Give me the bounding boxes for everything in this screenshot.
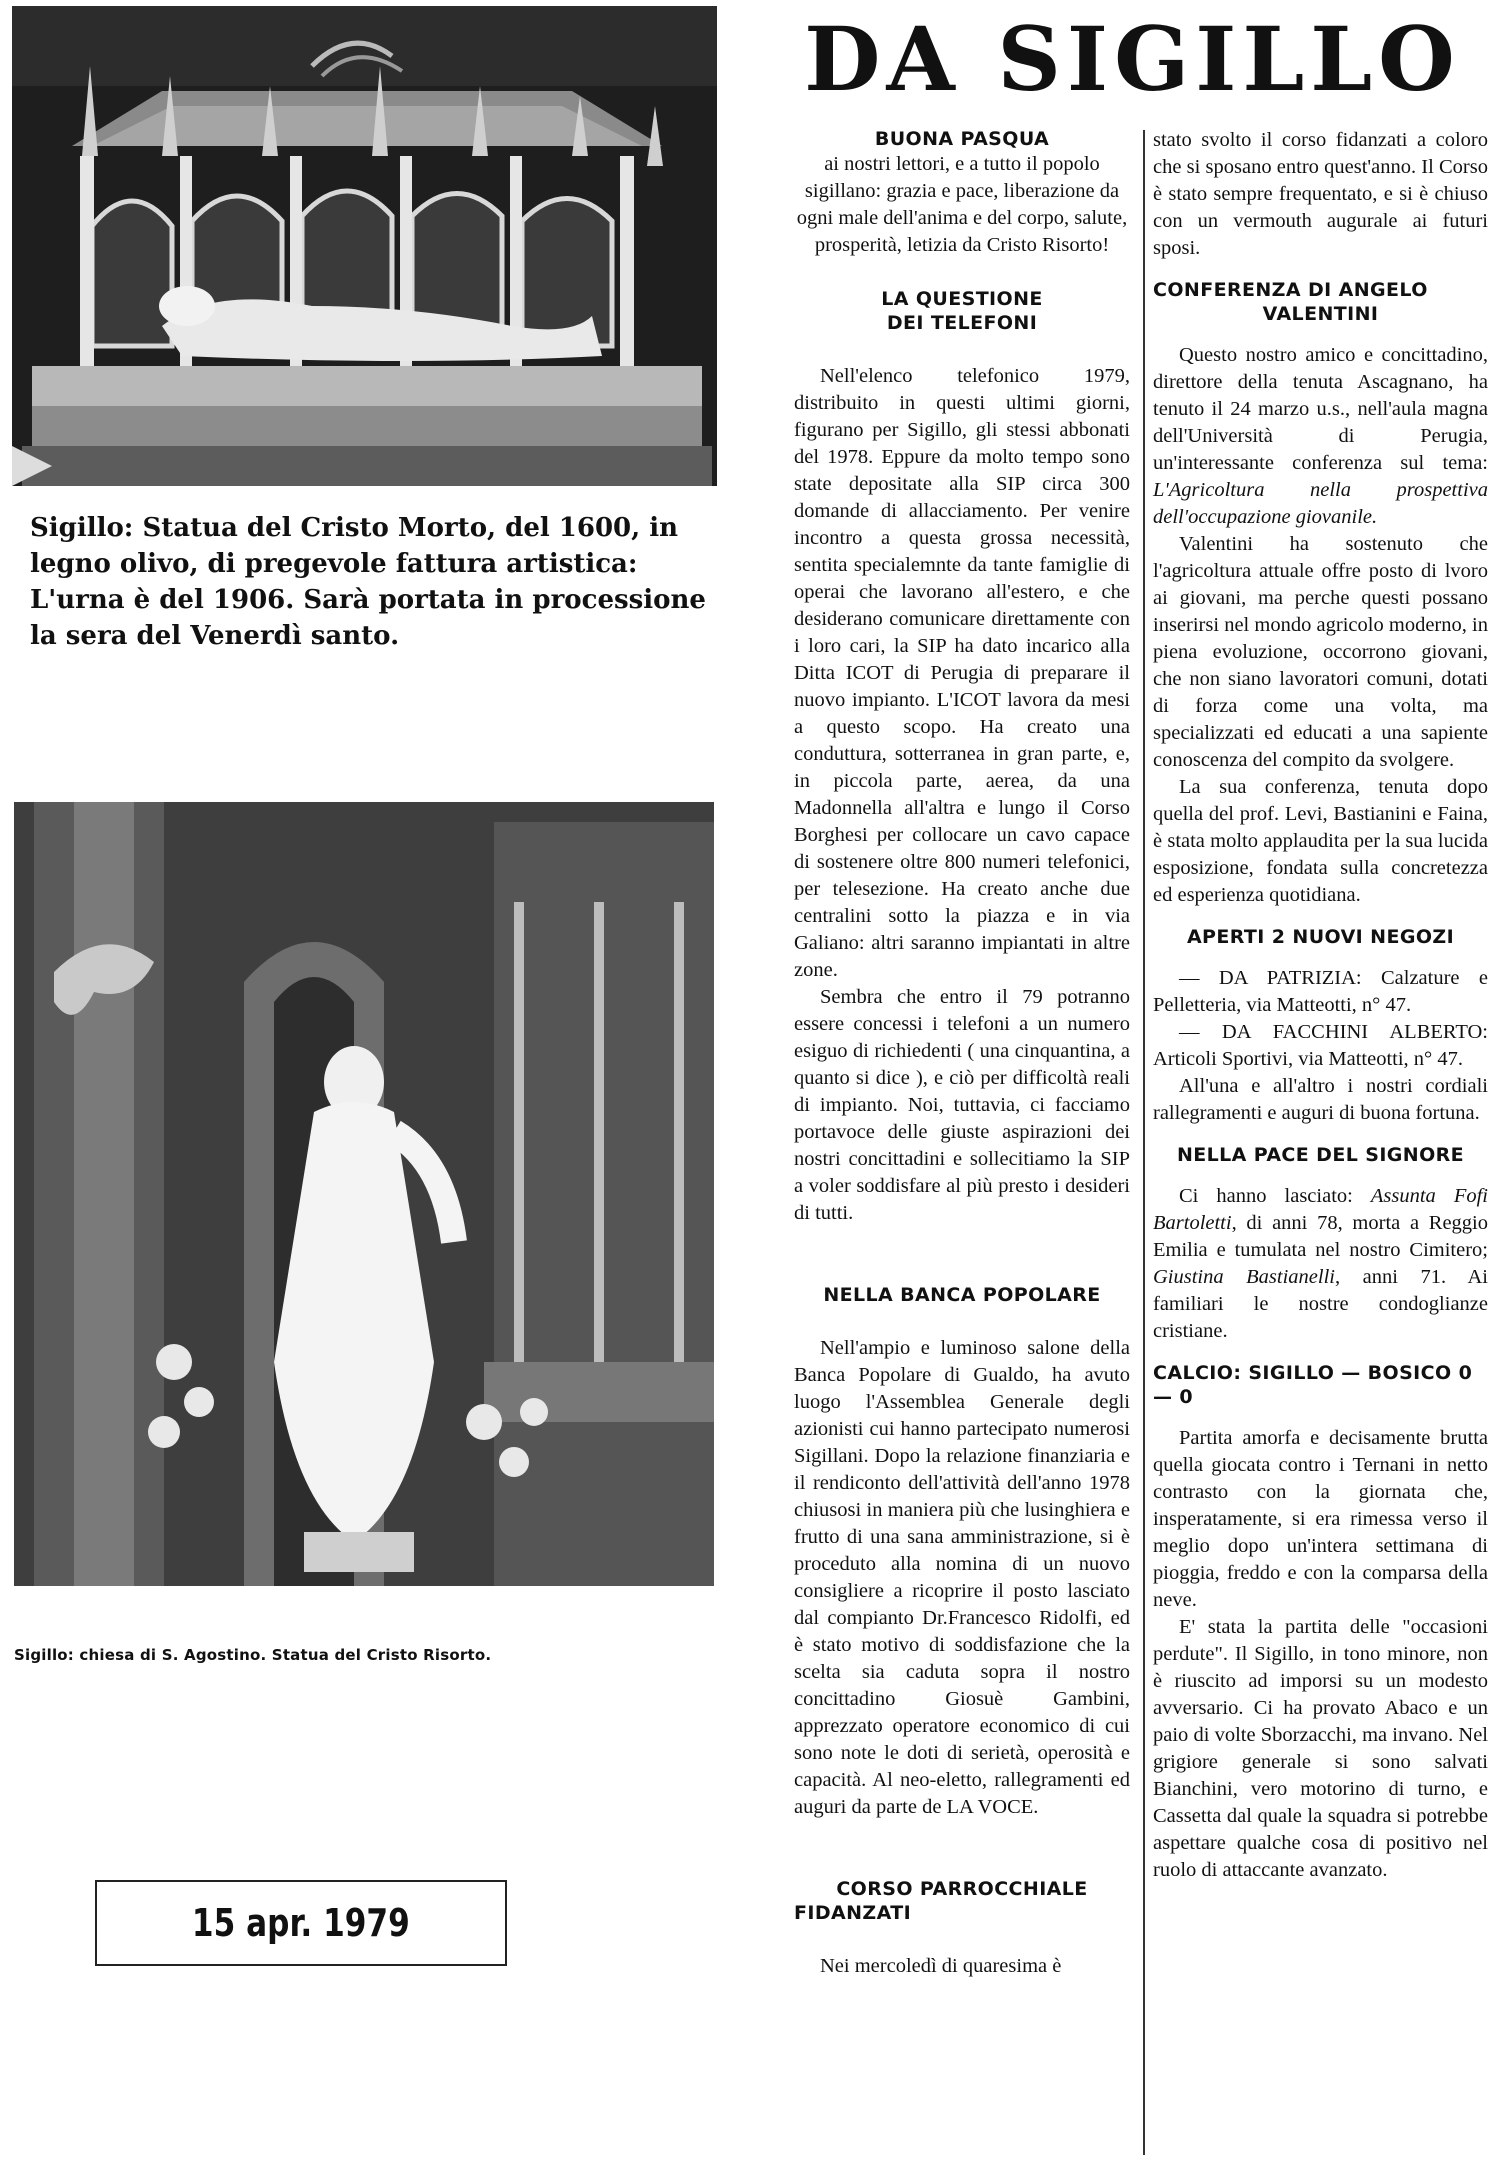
church-statue-illustration	[14, 802, 714, 1586]
corso-paragraph: Nei mercoledì di quaresima è	[820, 1955, 1062, 1977]
masthead-box	[770, 7, 1495, 111]
pace-text-a: Ci hanno lasciato:	[1179, 1185, 1371, 1207]
pace-title: NELLA PACE DEL SIGNORE	[1176, 1144, 1465, 1166]
buona-pasqua-title: BUONA PASQUA	[874, 128, 1050, 150]
calcio-paragraph-1: Partita amorfa e decisamente brutta quella giocata contro i Ternani in netto contrasto con la giornata che, insperatamente, si era rimessa verso il meglio dopo un'intera settimana di pioggia, freddo e con la comparsa della neve.	[1153, 1427, 1488, 1611]
photo-cristo-risorto	[14, 802, 714, 1586]
conferenza-title-1: CONFERENZA DI ANGELO	[1153, 279, 1428, 301]
telefoni-paragraph-1: Nell'elenco telefonico 1979, distribuito in questi ultimi giorni, figurano per Sigillo, gli stessi abbonati del 1978. Eppure da molto tempo sono state depositate alla SIP circa 300 domande di allacciamento. Per venire incontro a questa grossa necessità, sentita specialemnte da tante famiglie di operai che lavorano all'estero, e che desiderano comunicare direttamente con i loro cari, la SIP ha dato incarico alla Ditta ICOT di Perugia di preparare il nuovo impianto. L'ICOT lavora da mesi a questo scopo. Ha creato una conduttura, sotterranea in gran parte, e, in piccola parte, aerea, da una Madonnella all'altra e lungo il Corso Borghesi per collocare un cavo capace di sostenere oltre 800 numeri telefonici, per telesezione. Ha creato anche due centralini sotto la piazza e in via Galiano: altri saranno impiantati in altre zone.	[794, 365, 1130, 981]
pace-name-2: Giustina Bastianelli	[1153, 1266, 1335, 1288]
conferenza-paragraph-2: Valentini ha sostenuto che l'agricoltura attuale offre posto di lvoro ai giovani, ma perche questi possano inserirsi nel mondo agricolo moderno, in piena evoluzione, occorrono giovani, che non siano lavoratori comuni, dotati di forza come una volta, ma specializzati ed educati a una sapiente conoscenza del compito da svolgere.	[1153, 533, 1488, 771]
banca-title: NELLA BANCA POPOLARE	[823, 1284, 1101, 1306]
corso-title-2: FIDANZATI	[794, 1902, 912, 1924]
column-2	[1153, 127, 1488, 1884]
telefoni-paragraph-2: Sembra che entro il 79 potranno essere concessi i telefoni a un numero esiguo di richiedenti ( una cinquantina, a quanto si dice ), e ciò per difficoltà reali di impianto. Noi, tuttavia, ci facciamo portavoce delle giuste aspirazioni dei nostri concittadini e sollecitiamo la SIP a voler soddisfare al più presto i desideri di tutti.	[794, 986, 1130, 1224]
telefoni-title-1: LA QUESTIONE	[881, 288, 1043, 310]
conferenza-title-2: VALENTINI	[1262, 303, 1379, 325]
photo1-caption-box	[30, 510, 730, 651]
date-stamp-box	[95, 1880, 507, 1966]
photo2-caption: Sigillo: chiesa di S. Agostino. Statua del Cristo Risorto.	[14, 1646, 492, 1664]
conferenza-paragraph-1	[1153, 342, 1488, 531]
pace-name-1: Assunta Fofi Bartoletti	[1153, 1185, 1488, 1234]
corso-continued: stato svolto il corso fidanzati a coloro che si sposano entro quest'anno. Il Corso è stato sempre frequentato, e si è chiuso con un vermouth augurale ai futuri sposi.	[1153, 129, 1488, 259]
buona-pasqua-text: ai nostri lettori, e a tutto il popolo sigillano: grazia e pace, liberazione da ogni male dell'anima e del corpo, salute, prosperità, letizia da Cristo Risorto!	[796, 153, 1128, 256]
conferenza-topic: L'Agricoltura nella prospettiva dell'occupazione giovanile.	[1153, 479, 1488, 528]
photo1-caption: Sigillo: Statua del Cristo Morto, del 1600, in legno olivo, di pregevole fattura artistica: L'urna è del 1906. Sarà portata in processione la sera del Venerdì santo.	[30, 513, 706, 651]
telefoni-title-2: DEI TELEFONI	[886, 312, 1038, 334]
masthead: DA SIGILLO	[804, 7, 1461, 111]
calcio-title: CALCIO: SIGILLO — BOSICO 0 — 0	[1153, 1362, 1473, 1408]
conferenza-paragraph-3: La sua conferenza, tenuta dopo quella del prof. Levi, Bastianini e Faina, è stata molto applaudita per la sua lucida esposizione, fondata sulla concretezza ed esperienza quotidiana.	[1153, 776, 1488, 906]
corso-title-1: CORSO PARROCCHIALE	[836, 1878, 1088, 1900]
negozi-paragraph-2: — DA FACCHINI ALBERTO: Articoli Sportivi, via Matteotti, n° 47.	[1153, 1021, 1488, 1070]
reliquary-illustration	[12, 6, 717, 486]
banca-paragraph: Nell'ampio e luminoso salone della Banca Popolare di Gualdo, ha avuto luogo l'Assemblea Generale degli azionisti cui hanno partecipato numerosi Sigillani. Dopo la relazione finanziaria e il rendiconto dell'attività dell'anno 1978 chiusosi in maniera più che lusinghiera e frutto di una sana amministrazione, si è proceduto alla nomina di un nuovo consigliere a ricoprire il posto lasciato dal compianto Dr.Francesco Ridolfi, ed è stato motivo di soddisfazione che la scelta sia caduta sopra il nostro concittadino Giosuè Gambini, apprezzato operatore economico di cui sono note le doti di serietà, operosità e capacità. Al neo-eletto, rallegramenti ed auguri da parte de LA VOCE.	[794, 1337, 1130, 1818]
pace-paragraph	[1153, 1183, 1488, 1345]
date-stamp: 15 apr. 1979	[192, 1901, 410, 1945]
negozi-title: APERTI 2 NUOVI NEGOZI	[1186, 926, 1455, 948]
negozi-paragraph-3: All'una e all'altro i nostri cordiali rallegramenti e auguri di buona fortuna.	[1153, 1075, 1488, 1124]
pace-text-b: , di anni 78, morta a Reggio Emilia e tumulata nel nostro Cimitero;	[1153, 1212, 1488, 1261]
photo2-caption-box	[14, 1646, 714, 1664]
calcio-paragraph-2: E' stata la partita delle "occasioni perdute". Il Sigillo, in tono minore, non è riuscito ad imporsi su un modesto avversario. Ci ha provato Abaco e un paio di volte Sborzacchi, ma invano. Nel grigiore generale si sono salvati Bianchini, vero motorino di turno, e Cassetta dal quale la squadra si potrebbe aspettare qualche cosa di positivo nel ruolo di attaccante avanzato.	[1153, 1616, 1488, 1881]
negozi-paragraph-1: — DA PATRIZIA: Calzature e Pelletteria, via Matteotti, n° 47.	[1153, 967, 1488, 1016]
pace-text-c: , anni 71. Ai familiari le nostre condoglianze cristiane.	[1153, 1266, 1488, 1342]
photo-cristo-morto	[12, 6, 717, 486]
column-divider	[1143, 130, 1145, 2155]
conferenza-text: Questo nostro amico e concittadino, direttore della tenuta Ascagnano, ha tenuto il 24 marzo u.s., nell'aula magna dell'Università di Perugia, un'interessante conferenza sul tema:	[1153, 344, 1488, 474]
column-1	[794, 127, 1130, 1980]
